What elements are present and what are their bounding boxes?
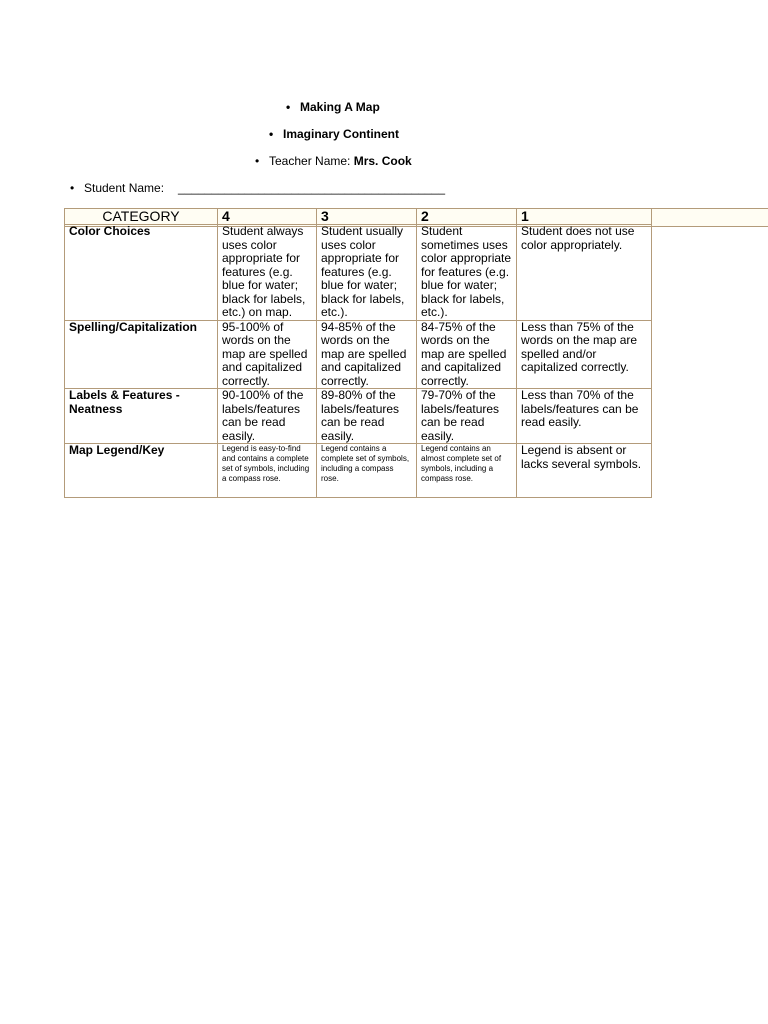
table-cell: Legend is easy-to-find and contains a complete set of symbols, including a compass rose.: [218, 444, 317, 498]
subtitle-text: Imaginary Continent: [283, 127, 400, 141]
table-cell: Student sometimes uses color appropriate for features (e.g. blue for water; black for labels, etc.).: [417, 225, 517, 321]
table-cell: 94-85% of the words on the map are spelled and capitalized correctly.: [317, 320, 417, 389]
table-cell: Legend contains an almost complete set of symbols, including a compass rose.: [417, 444, 517, 498]
table-cell: Student always uses color appropriate for features (e.g. blue for water; black for labels, etc.) on map.: [218, 225, 317, 321]
teacher-line: [255, 154, 412, 168]
table-cell: 84-75% of the words on the map are spelled and capitalized correctly.: [417, 320, 517, 389]
rubric-table: [64, 208, 652, 498]
doc-subtitle: [269, 127, 399, 141]
teacher-name: Mrs. Cook: [353, 154, 412, 168]
teacher-label: Teacher Name:: [269, 154, 351, 168]
col-header-category: CATEGORY: [65, 208, 218, 225]
criterion-label: Color Choices: [65, 225, 218, 321]
table-cell: Legend is absent or lacks several symbols.: [517, 444, 652, 498]
criterion-label: Spelling/Capitalization: [65, 320, 218, 389]
col-header-1: 1: [517, 208, 652, 225]
col-header-4: 4: [218, 208, 317, 225]
table-cell: 89-80% of the labels/features can be read easily.: [317, 389, 417, 444]
table-cell: 95-100% of words on the map are spelled and capitalized correctly.: [218, 320, 317, 389]
student-label: Student Name:: [84, 181, 165, 195]
col-header-3: 3: [317, 208, 417, 225]
student-name-blank: ________________________________________: [178, 181, 445, 195]
rubric: [64, 208, 768, 498]
doc-title: [286, 100, 380, 114]
table-cell: Student usually uses color appropriate for features (e.g. blue for water; black for labels, etc.).: [317, 225, 417, 321]
title-text: Making A Map: [300, 100, 380, 114]
table-cell: Legend contains a complete set of symbols, including a compass rose.: [317, 444, 417, 498]
bullet-icon: •: [269, 127, 274, 141]
table-row: [65, 444, 652, 498]
table-row: [65, 389, 652, 444]
criterion-label: Labels & Features - Neatness: [65, 389, 218, 444]
table-cell: Less than 75% of the words on the map are spelled and/or capitalized correctly.: [517, 320, 652, 389]
table-row: [65, 225, 652, 321]
criterion-label: Map Legend/Key: [65, 444, 218, 498]
table-cell: Less than 70% of the labels/features can be read easily.: [517, 389, 652, 444]
bullet-icon: •: [70, 181, 75, 195]
table-cell: 90-100% of the labels/features can be read easily.: [218, 389, 317, 444]
student-line: [70, 181, 445, 195]
bullet-icon: •: [286, 100, 291, 114]
table-cell: 79-70% of the labels/features can be read easily.: [417, 389, 517, 444]
table-header-row: [65, 208, 652, 225]
bullet-icon: •: [255, 154, 260, 168]
col-header-2: 2: [417, 208, 517, 225]
table-row: [65, 320, 652, 389]
table-cell: Student does not use color appropriately.: [517, 225, 652, 321]
